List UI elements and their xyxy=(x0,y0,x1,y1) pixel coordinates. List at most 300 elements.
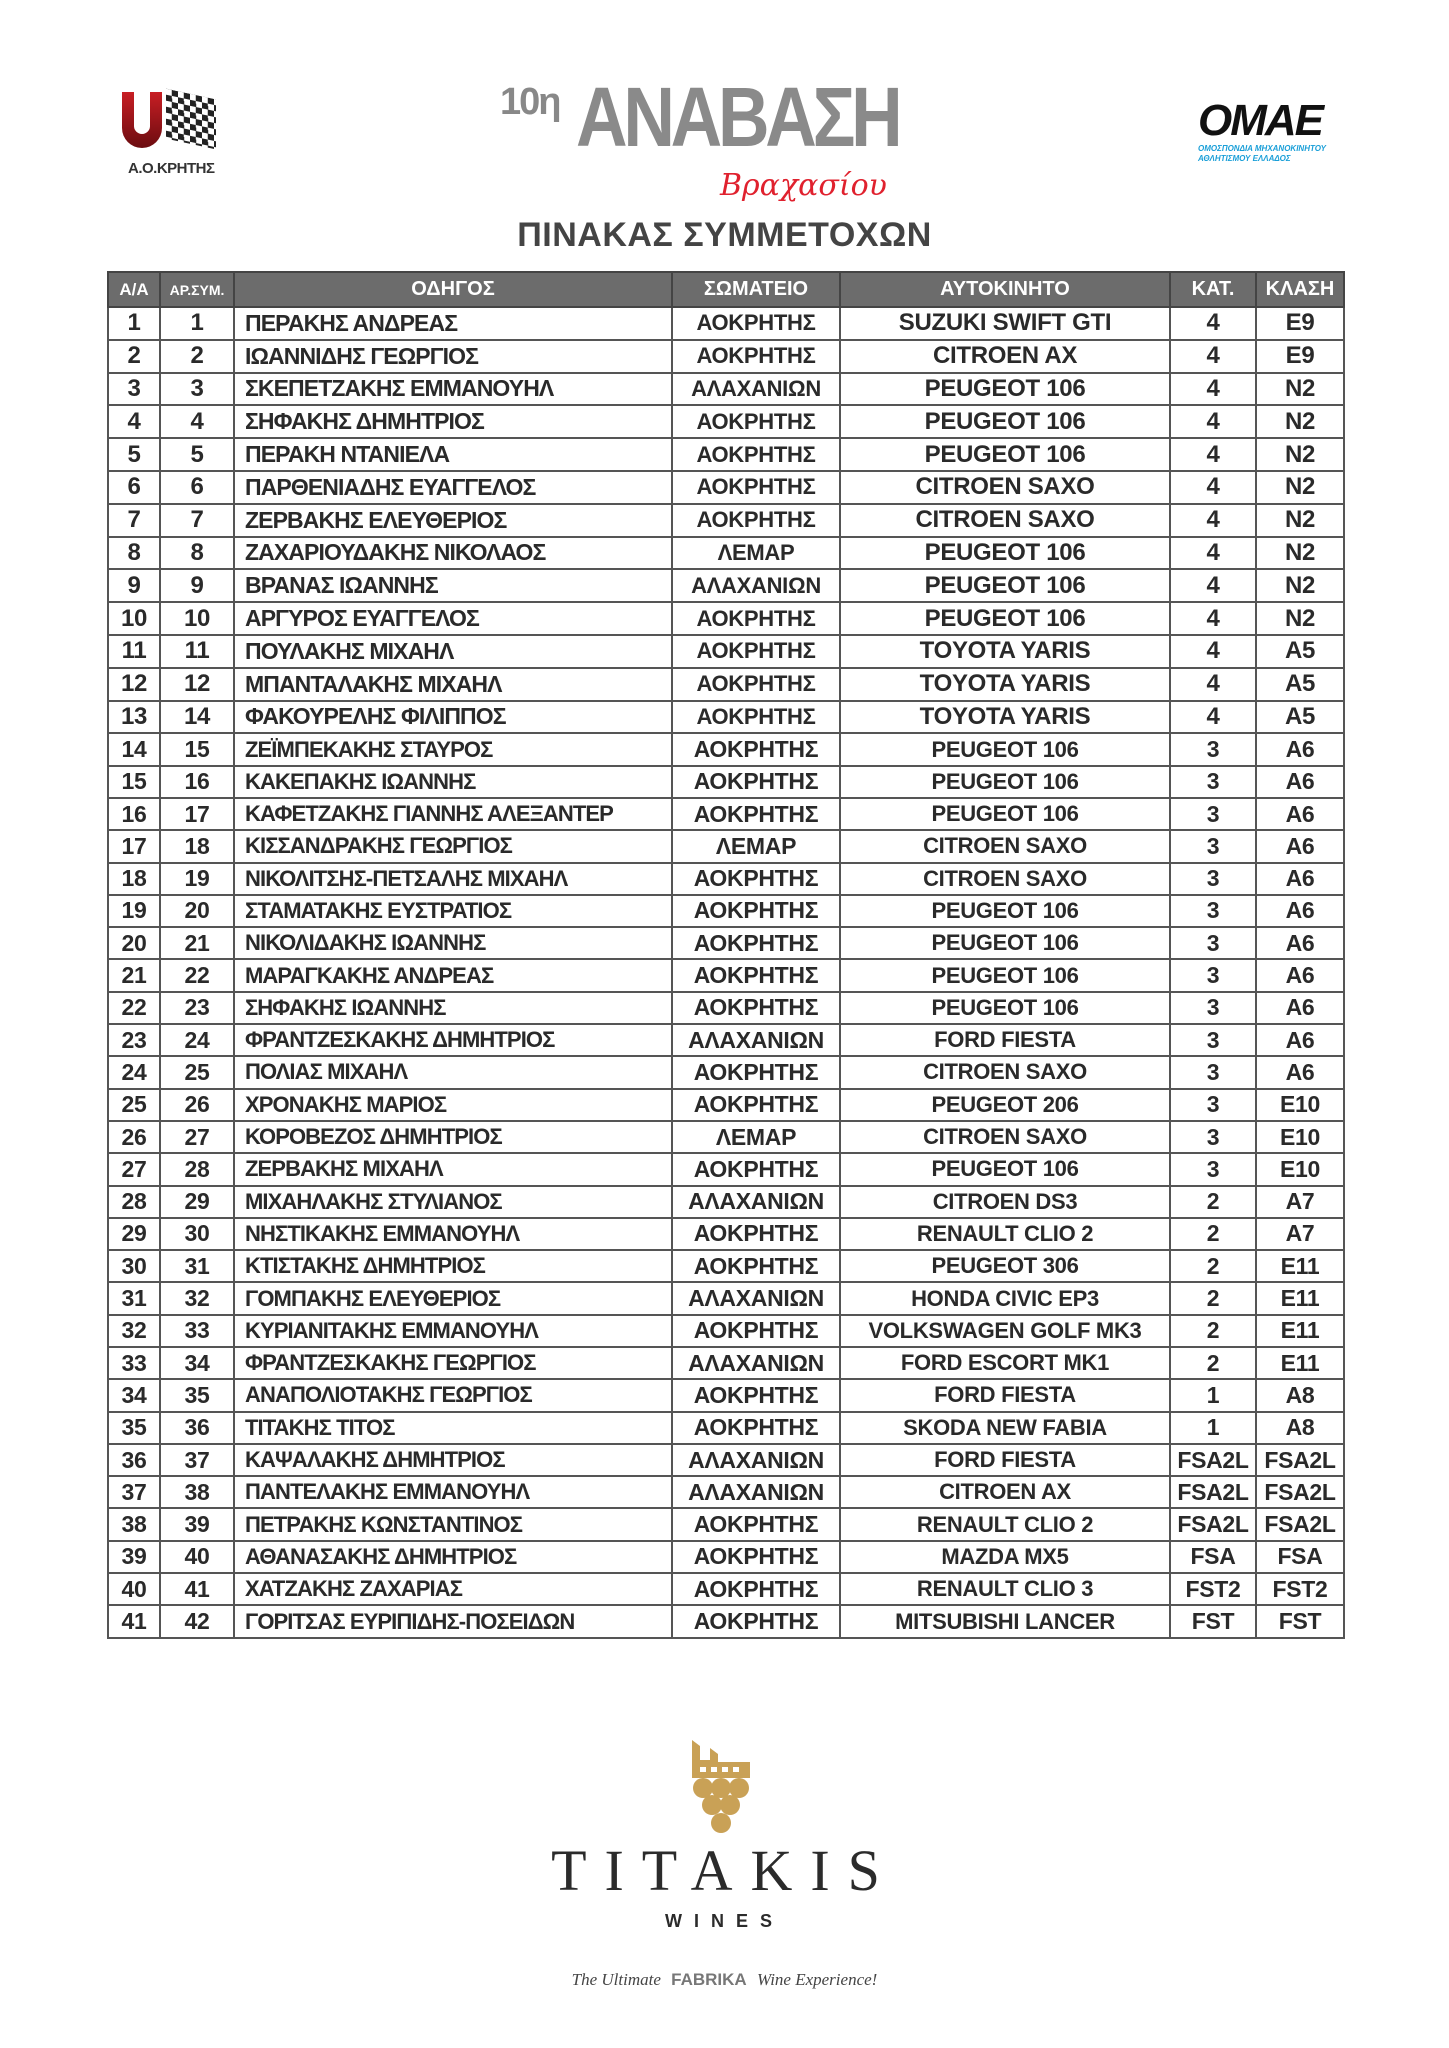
cell-class: N2 xyxy=(1256,569,1344,602)
table-row xyxy=(108,537,1344,570)
cell-car: TOYOTA YARIS xyxy=(840,701,1170,734)
table-row xyxy=(108,992,1344,1024)
cell-category: 2 xyxy=(1170,1347,1256,1379)
cell-race-number: 42 xyxy=(160,1605,234,1637)
cell-aa: 38 xyxy=(108,1508,160,1540)
sponsor-brand-sub: WINES xyxy=(664,1911,784,1931)
cell-category: 4 xyxy=(1170,635,1256,668)
cell-club: ΑΟΚΡΗΤΗΣ xyxy=(672,733,840,765)
cell-club: ΑΟΚΡΗΤΗΣ xyxy=(672,1379,840,1411)
cell-car: FORD FIESTA xyxy=(840,1024,1170,1056)
cell-car: CITROEN SAXO xyxy=(840,504,1170,537)
cell-category: FSA2L xyxy=(1170,1508,1256,1540)
cell-class: E10 xyxy=(1256,1153,1344,1185)
cell-car: RENAULT CLIO 2 xyxy=(840,1508,1170,1540)
cell-race-number: 10 xyxy=(160,602,234,635)
cell-car: PEUGEOT 106 xyxy=(840,405,1170,438)
cell-aa: 30 xyxy=(108,1250,160,1282)
cell-category: 4 xyxy=(1170,504,1256,537)
cell-driver: ΜΠΑΝΤΑΛΑΚΗΣ ΜΙΧΑΗΛ xyxy=(234,668,672,701)
cell-class: A6 xyxy=(1256,1024,1344,1056)
cell-driver: ΚΙΣΣΑΝΔΡΑΚΗΣ ΓΕΩΡΓΙΟΣ xyxy=(234,830,672,862)
cell-club: ΑΟΚΡΗΤΗΣ xyxy=(672,1541,840,1573)
cell-club: ΑΟΚΡΗΤΗΣ xyxy=(672,1412,840,1444)
table-row xyxy=(108,1056,1344,1088)
event-edition: 10η xyxy=(500,81,560,123)
cell-driver: ΣΗΦΑΚΗΣ ΙΩΑΝΝΗΣ xyxy=(234,992,672,1024)
cell-aa: 31 xyxy=(108,1282,160,1314)
cell-car: FORD ESCORT MK1 xyxy=(840,1347,1170,1379)
cell-category: FSA2L xyxy=(1170,1476,1256,1508)
cell-class: E10 xyxy=(1256,1089,1344,1121)
cell-category: 2 xyxy=(1170,1315,1256,1347)
cell-category: FST2 xyxy=(1170,1573,1256,1605)
table-row xyxy=(108,373,1344,406)
cell-aa: 11 xyxy=(108,635,160,668)
cell-category: 3 xyxy=(1170,1089,1256,1121)
cell-race-number: 39 xyxy=(160,1508,234,1540)
table-row xyxy=(108,1186,1344,1218)
cell-category: 3 xyxy=(1170,798,1256,830)
cell-club: ΑΟΚΡΗΤΗΣ xyxy=(672,438,840,471)
cell-race-number: 40 xyxy=(160,1541,234,1573)
table-row xyxy=(108,895,1344,927)
table-row xyxy=(108,1444,1344,1476)
cell-club: ΑΟΚΡΗΤΗΣ xyxy=(672,1573,840,1605)
cell-race-number: 25 xyxy=(160,1056,234,1088)
cell-club: ΑΟΚΡΗΤΗΣ xyxy=(672,504,840,537)
cell-car: CITROEN AX xyxy=(840,1476,1170,1508)
cell-aa: 19 xyxy=(108,895,160,927)
table-row xyxy=(108,733,1344,765)
table-row xyxy=(108,1121,1344,1153)
cell-club: ΑΟΚΡΗΤΗΣ xyxy=(672,927,840,959)
cell-car: CITROEN SAXO xyxy=(840,863,1170,895)
sponsor-brand: TITAKIS xyxy=(551,1838,898,1903)
cell-aa: 32 xyxy=(108,1315,160,1347)
cell-club: ΑΟΚΡΗΤΗΣ xyxy=(672,959,840,991)
table-row xyxy=(108,602,1344,635)
grape-factory-icon xyxy=(690,1740,752,1835)
cell-driver: ΖΕΡΒΑΚΗΣ ΜΙΧΑΗΛ xyxy=(234,1153,672,1185)
cell-race-number: 18 xyxy=(160,830,234,862)
cell-class: A5 xyxy=(1256,668,1344,701)
cell-driver: ΒΡΑΝΑΣ ΙΩΑΝΝΗΣ xyxy=(234,569,672,602)
cell-class: E11 xyxy=(1256,1282,1344,1314)
cell-category: 3 xyxy=(1170,1024,1256,1056)
cell-category: 4 xyxy=(1170,307,1256,340)
table-row xyxy=(108,1315,1344,1347)
cell-car: PEUGEOT 106 xyxy=(840,895,1170,927)
cell-category: 3 xyxy=(1170,1056,1256,1088)
tagline-bold: FABRIKA xyxy=(671,1970,747,1989)
cell-race-number: 16 xyxy=(160,766,234,798)
header-club: ΣΩΜΑΤΕΙΟ xyxy=(672,272,840,307)
cell-driver: ΣΗΦΑΚΗΣ ΔΗΜΗΤΡΙΟΣ xyxy=(234,405,672,438)
cell-category: 3 xyxy=(1170,895,1256,927)
cell-aa: 16 xyxy=(108,798,160,830)
cell-car: PEUGEOT 106 xyxy=(840,766,1170,798)
tagline-pre: The Ultimate xyxy=(571,1970,661,1989)
cell-aa: 39 xyxy=(108,1541,160,1573)
cell-race-number: 8 xyxy=(160,537,234,570)
cell-car: PEUGEOT 106 xyxy=(840,798,1170,830)
sponsor-tagline xyxy=(0,1970,1449,1990)
cell-club: ΑΟΚΡΗΤΗΣ xyxy=(672,1089,840,1121)
cell-club: ΑΛΑΧΑΝΙΩΝ xyxy=(672,569,840,602)
cell-club: ΑΟΚΡΗΤΗΣ xyxy=(672,1605,840,1637)
cell-race-number: 30 xyxy=(160,1218,234,1250)
header-race-number: ΑΡ.ΣΥΜ. xyxy=(160,272,234,307)
cell-driver: ΧΑΤΖΑΚΗΣ ΖΑΧΑΡΙΑΣ xyxy=(234,1573,672,1605)
header-class: ΚΛΑΣΗ xyxy=(1256,272,1344,307)
cell-race-number: 36 xyxy=(160,1412,234,1444)
ao-kritis-logo xyxy=(118,88,253,183)
cell-category: 3 xyxy=(1170,927,1256,959)
cell-race-number: 32 xyxy=(160,1282,234,1314)
cell-car: FORD FIESTA xyxy=(840,1444,1170,1476)
cell-class: N2 xyxy=(1256,471,1344,504)
cell-car: CITROEN DS3 xyxy=(840,1186,1170,1218)
cell-race-number: 28 xyxy=(160,1153,234,1185)
cell-class: N2 xyxy=(1256,373,1344,406)
cell-driver: ΠΟΥΛΑΚΗΣ ΜΙΧΑΗΛ xyxy=(234,635,672,668)
table-row xyxy=(108,1573,1344,1605)
cell-club: ΑΛΑΧΑΝΙΩΝ xyxy=(672,1476,840,1508)
table-row xyxy=(108,1379,1344,1411)
cell-aa: 7 xyxy=(108,504,160,537)
table-row xyxy=(108,1218,1344,1250)
cell-race-number: 23 xyxy=(160,992,234,1024)
cell-club: ΑΟΚΡΗΤΗΣ xyxy=(672,1250,840,1282)
cell-race-number: 3 xyxy=(160,373,234,406)
table-row xyxy=(108,635,1344,668)
cell-class: E10 xyxy=(1256,1121,1344,1153)
cell-car: MAZDA MX5 xyxy=(840,1541,1170,1573)
cell-class: N2 xyxy=(1256,405,1344,438)
cell-class: A6 xyxy=(1256,895,1344,927)
cell-class: A5 xyxy=(1256,635,1344,668)
cell-aa: 14 xyxy=(108,733,160,765)
cell-club: ΑΛΑΧΑΝΙΩΝ xyxy=(672,1186,840,1218)
cell-race-number: 22 xyxy=(160,959,234,991)
cell-category: 4 xyxy=(1170,471,1256,504)
cell-car: TOYOTA YARIS xyxy=(840,668,1170,701)
cell-driver: ΠΕΡΑΚΗΣ ΑΝΔΡΕΑΣ xyxy=(234,307,672,340)
cell-race-number: 20 xyxy=(160,895,234,927)
header-category: ΚΑΤ. xyxy=(1170,272,1256,307)
table-row xyxy=(108,1347,1344,1379)
cell-class: N2 xyxy=(1256,438,1344,471)
entry-list-table xyxy=(107,271,1345,1639)
cell-class: A8 xyxy=(1256,1412,1344,1444)
table-row xyxy=(108,471,1344,504)
cell-club: ΑΟΚΡΗΤΗΣ xyxy=(672,863,840,895)
cell-club: ΑΟΚΡΗΤΗΣ xyxy=(672,1153,840,1185)
cell-category: 3 xyxy=(1170,1153,1256,1185)
cell-race-number: 21 xyxy=(160,927,234,959)
cell-class: FSA2L xyxy=(1256,1444,1344,1476)
cell-club: ΑΟΚΡΗΤΗΣ xyxy=(672,1218,840,1250)
table-row xyxy=(108,1089,1344,1121)
cell-driver: ΠΕΡΑΚΗ ΝΤΑΝΙΕΛΑ xyxy=(234,438,672,471)
cell-category: FSA xyxy=(1170,1541,1256,1573)
table-row xyxy=(108,1476,1344,1508)
cell-class: N2 xyxy=(1256,504,1344,537)
cell-club: ΑΟΚΡΗΤΗΣ xyxy=(672,895,840,927)
cell-category: FST xyxy=(1170,1605,1256,1637)
cell-club: ΑΟΚΡΗΤΗΣ xyxy=(672,602,840,635)
cell-class: E11 xyxy=(1256,1250,1344,1282)
cell-category: 3 xyxy=(1170,766,1256,798)
cell-car: SUZUKI SWIFT GTI xyxy=(840,307,1170,340)
cell-car: CITROEN AX xyxy=(840,340,1170,373)
cell-race-number: 24 xyxy=(160,1024,234,1056)
cell-driver: ΣΚΕΠΕΤΖΑΚΗΣ ΕΜΜΑΝΟΥΗΛ xyxy=(234,373,672,406)
table-row xyxy=(108,863,1344,895)
cell-category: 2 xyxy=(1170,1250,1256,1282)
cell-driver: ΑΡΓΥΡΟΣ ΕΥΑΓΓΕΛΟΣ xyxy=(234,602,672,635)
cell-race-number: 11 xyxy=(160,635,234,668)
cell-race-number: 17 xyxy=(160,798,234,830)
tagline-post: Wine Experience! xyxy=(756,1970,878,1989)
cell-aa: 35 xyxy=(108,1412,160,1444)
cell-aa: 20 xyxy=(108,927,160,959)
cell-driver: ΦΑΚΟΥΡΕΛΗΣ ΦΙΛΙΠΠΟΣ xyxy=(234,701,672,734)
cell-aa: 34 xyxy=(108,1379,160,1411)
cell-driver: ΚΟΡΟΒΕΖΟΣ ΔΗΜΗΤΡΙΟΣ xyxy=(234,1121,672,1153)
cell-aa: 9 xyxy=(108,569,160,602)
cell-category: 3 xyxy=(1170,959,1256,991)
cell-club: ΑΟΚΡΗΤΗΣ xyxy=(672,1315,840,1347)
cell-car: RENAULT CLIO 2 xyxy=(840,1218,1170,1250)
cell-race-number: 1 xyxy=(160,307,234,340)
cell-category: 4 xyxy=(1170,569,1256,602)
cell-category: 4 xyxy=(1170,438,1256,471)
cell-car: PEUGEOT 106 xyxy=(840,569,1170,602)
table-row xyxy=(108,1282,1344,1314)
header-aa: Α/Α xyxy=(108,272,160,307)
cell-race-number: 14 xyxy=(160,701,234,734)
cell-club: ΑΛΑΧΑΝΙΩΝ xyxy=(672,373,840,406)
cell-category: 1 xyxy=(1170,1379,1256,1411)
cell-car: CITROEN SAXO xyxy=(840,830,1170,862)
cell-car: PEUGEOT 106 xyxy=(840,1153,1170,1185)
cell-aa: 15 xyxy=(108,766,160,798)
table-row xyxy=(108,1508,1344,1540)
table-row xyxy=(108,1250,1344,1282)
cell-car: PEUGEOT 106 xyxy=(840,438,1170,471)
cell-car: RENAULT CLIO 3 xyxy=(840,1573,1170,1605)
cell-driver: ΧΡΟΝΑΚΗΣ ΜΑΡΙΟΣ xyxy=(234,1089,672,1121)
cell-class: E9 xyxy=(1256,340,1344,373)
cell-race-number: 37 xyxy=(160,1444,234,1476)
cell-aa: 13 xyxy=(108,701,160,734)
cell-category: 3 xyxy=(1170,733,1256,765)
cell-aa: 26 xyxy=(108,1121,160,1153)
cell-aa: 10 xyxy=(108,602,160,635)
cell-club: ΑΟΚΡΗΤΗΣ xyxy=(672,340,840,373)
checkered-flag-icon xyxy=(166,89,216,150)
cell-aa: 40 xyxy=(108,1573,160,1605)
cell-driver: ΜΙΧΑΗΛΑΚΗΣ ΣΤΥΛΙΑΝΟΣ xyxy=(234,1186,672,1218)
cell-category: 1 xyxy=(1170,1412,1256,1444)
cell-category: 4 xyxy=(1170,701,1256,734)
cell-driver: ΝΙΚΟΛΙΔΑΚΗΣ ΙΩΑΝΝΗΣ xyxy=(234,927,672,959)
cell-driver: ΚΑΚΕΠΑΚΗΣ ΙΩΑΝΝΗΣ xyxy=(234,766,672,798)
cell-club: ΑΟΚΡΗΤΗΣ xyxy=(672,701,840,734)
cell-aa: 41 xyxy=(108,1605,160,1637)
cell-class: A6 xyxy=(1256,766,1344,798)
cell-class: A6 xyxy=(1256,830,1344,862)
cell-race-number: 33 xyxy=(160,1315,234,1347)
cell-race-number: 9 xyxy=(160,569,234,602)
cell-club: ΛΕΜΑΡ xyxy=(672,1121,840,1153)
cell-class: E9 xyxy=(1256,307,1344,340)
cell-aa: 27 xyxy=(108,1153,160,1185)
table-row xyxy=(108,405,1344,438)
cell-driver: ΙΩΑΝΝΙΔΗΣ ΓΕΩΡΓΙΟΣ xyxy=(234,340,672,373)
cell-category: 2 xyxy=(1170,1186,1256,1218)
cell-class: A8 xyxy=(1256,1379,1344,1411)
cell-race-number: 6 xyxy=(160,471,234,504)
table-row xyxy=(108,701,1344,734)
table-row xyxy=(108,1605,1344,1637)
cell-aa: 33 xyxy=(108,1347,160,1379)
cell-aa: 37 xyxy=(108,1476,160,1508)
cell-race-number: 29 xyxy=(160,1186,234,1218)
cell-aa: 4 xyxy=(108,405,160,438)
cell-class: E11 xyxy=(1256,1347,1344,1379)
cell-driver: ΚΤΙΣΤΑΚΗΣ ΔΗΜΗΤΡΙΟΣ xyxy=(234,1250,672,1282)
cell-race-number: 15 xyxy=(160,733,234,765)
cell-aa: 18 xyxy=(108,863,160,895)
cell-car: PEUGEOT 106 xyxy=(840,373,1170,406)
omae-logo xyxy=(1198,98,1338,178)
cell-car: PEUGEOT 106 xyxy=(840,537,1170,570)
cell-club: ΑΟΚΡΗΤΗΣ xyxy=(672,307,840,340)
cell-category: 2 xyxy=(1170,1282,1256,1314)
cell-car: PEUGEOT 106 xyxy=(840,927,1170,959)
cell-class: N2 xyxy=(1256,537,1344,570)
cell-race-number: 31 xyxy=(160,1250,234,1282)
cell-driver: ΝΗΣΤΙΚΑΚΗΣ ΕΜΜΑΝΟΥΗΛ xyxy=(234,1218,672,1250)
cell-class: A6 xyxy=(1256,798,1344,830)
cell-car: HONDA CIVIC EP3 xyxy=(840,1282,1170,1314)
cell-race-number: 2 xyxy=(160,340,234,373)
cell-driver: ΓΟΜΠΑΚΗΣ ΕΛΕΥΘΕΡΙΟΣ xyxy=(234,1282,672,1314)
cell-car: SKODA NEW FABIA xyxy=(840,1412,1170,1444)
cell-category: 4 xyxy=(1170,537,1256,570)
cell-driver: ΖΕΡΒΑΚΗΣ ΕΛΕΥΘΕΡΙΟΣ xyxy=(234,504,672,537)
ao-kritis-logo-text: Α.Ο.ΚΡΗΤΗΣ xyxy=(128,160,215,177)
cell-club: ΛΕΜΑΡ xyxy=(672,830,840,862)
cell-class: FSA xyxy=(1256,1541,1344,1573)
cell-category: 4 xyxy=(1170,405,1256,438)
cell-driver: ΑΝΑΠΟΛΙΟΤΑΚΗΣ ΓΕΩΡΓΙΟΣ xyxy=(234,1379,672,1411)
cell-car: CITROEN SAXO xyxy=(840,1056,1170,1088)
omae-logo-subtext: ΟΜΟΣΠΟΝΔΙΑ ΜΗΧΑΝΟΚΙΝΗΤΟΥ ΑΘΛΗΤΙΣΜΟΥ ΕΛΛΑΔΟΣ xyxy=(1198,144,1326,163)
cell-driver: ΖΕΪΜΠΕΚΑΚΗΣ ΣΤΑΥΡΟΣ xyxy=(234,733,672,765)
cell-driver: ΣΤΑΜΑΤΑΚΗΣ ΕΥΣΤΡΑΤΙΟΣ xyxy=(234,895,672,927)
cell-car: PEUGEOT 106 xyxy=(840,959,1170,991)
cell-driver: ΦΡΑΝΤΖΕΣΚΑΚΗΣ ΓΕΩΡΓΙΟΣ xyxy=(234,1347,672,1379)
cell-aa: 21 xyxy=(108,959,160,991)
cell-class: A7 xyxy=(1256,1218,1344,1250)
table-header-row xyxy=(108,272,1344,307)
cell-aa: 8 xyxy=(108,537,160,570)
cell-class: A7 xyxy=(1256,1186,1344,1218)
cell-category: 4 xyxy=(1170,373,1256,406)
cell-aa: 23 xyxy=(108,1024,160,1056)
cell-class: FSA2L xyxy=(1256,1476,1344,1508)
cell-club: ΑΛΑΧΑΝΙΩΝ xyxy=(672,1444,840,1476)
cell-car: MITSUBISHI LANCER xyxy=(840,1605,1170,1637)
cell-aa: 17 xyxy=(108,830,160,862)
cell-class: A6 xyxy=(1256,733,1344,765)
cell-club: ΑΟΚΡΗΤΗΣ xyxy=(672,798,840,830)
cell-car: PEUGEOT 106 xyxy=(840,602,1170,635)
cell-aa: 12 xyxy=(108,668,160,701)
cell-car: FORD FIESTA xyxy=(840,1379,1170,1411)
cell-class: A6 xyxy=(1256,1056,1344,1088)
cell-club: ΑΟΚΡΗΤΗΣ xyxy=(672,992,840,1024)
cell-race-number: 35 xyxy=(160,1379,234,1411)
cell-car: PEUGEOT 106 xyxy=(840,992,1170,1024)
cell-category: 4 xyxy=(1170,602,1256,635)
table-row xyxy=(108,340,1344,373)
cell-driver: ΚΥΡΙΑΝΙΤΑΚΗΣ ΕΜΜΑΝΟΥΗΛ xyxy=(234,1315,672,1347)
cell-car: PEUGEOT 106 xyxy=(840,733,1170,765)
cell-race-number: 41 xyxy=(160,1573,234,1605)
table-row xyxy=(108,668,1344,701)
cell-club: ΑΟΚΡΗΤΗΣ xyxy=(672,1056,840,1088)
cell-aa: 25 xyxy=(108,1089,160,1121)
cell-race-number: 27 xyxy=(160,1121,234,1153)
cell-driver: ΤΙΤΑΚΗΣ ΤΙΤΟΣ xyxy=(234,1412,672,1444)
cell-class: FST xyxy=(1256,1605,1344,1637)
table-row xyxy=(108,1024,1344,1056)
cell-aa: 29 xyxy=(108,1218,160,1250)
cell-driver: ΚΑΨΑΛΑΚΗΣ ΔΗΜΗΤΡΙΟΣ xyxy=(234,1444,672,1476)
cell-race-number: 12 xyxy=(160,668,234,701)
cell-club: ΑΟΚΡΗΤΗΣ xyxy=(672,668,840,701)
event-logo xyxy=(500,72,940,212)
cell-race-number: 38 xyxy=(160,1476,234,1508)
cell-driver: ΖΑΧΑΡΙΟΥΔΑΚΗΣ ΝΙΚΟΛΑΟΣ xyxy=(234,537,672,570)
cell-class: FSA2L xyxy=(1256,1508,1344,1540)
cell-club: ΑΟΚΡΗΤΗΣ xyxy=(672,766,840,798)
cell-driver: ΠΟΛΙΑΣ ΜΙΧΑΗΛ xyxy=(234,1056,672,1088)
cell-aa: 22 xyxy=(108,992,160,1024)
table-row xyxy=(108,1541,1344,1573)
cell-aa: 36 xyxy=(108,1444,160,1476)
u-shape-icon xyxy=(122,92,162,148)
cell-car: CITROEN SAXO xyxy=(840,1121,1170,1153)
table-row xyxy=(108,830,1344,862)
cell-driver: ΜΑΡΑΓΚΑΚΗΣ ΑΝΔΡΕΑΣ xyxy=(234,959,672,991)
cell-club: ΑΛΑΧΑΝΙΩΝ xyxy=(672,1024,840,1056)
cell-car: CITROEN SAXO xyxy=(840,471,1170,504)
cell-car: VOLKSWAGEN GOLF MK3 xyxy=(840,1315,1170,1347)
header-car: ΑΥΤΟΚΙΝΗΤΟ xyxy=(840,272,1170,307)
cell-class: A6 xyxy=(1256,863,1344,895)
table-row xyxy=(108,798,1344,830)
cell-driver: ΠΕΤΡΑΚΗΣ ΚΩΝΣΤΑΝΤΙΝΟΣ xyxy=(234,1508,672,1540)
table-row xyxy=(108,1153,1344,1185)
table-row xyxy=(108,307,1344,340)
cell-race-number: 34 xyxy=(160,1347,234,1379)
